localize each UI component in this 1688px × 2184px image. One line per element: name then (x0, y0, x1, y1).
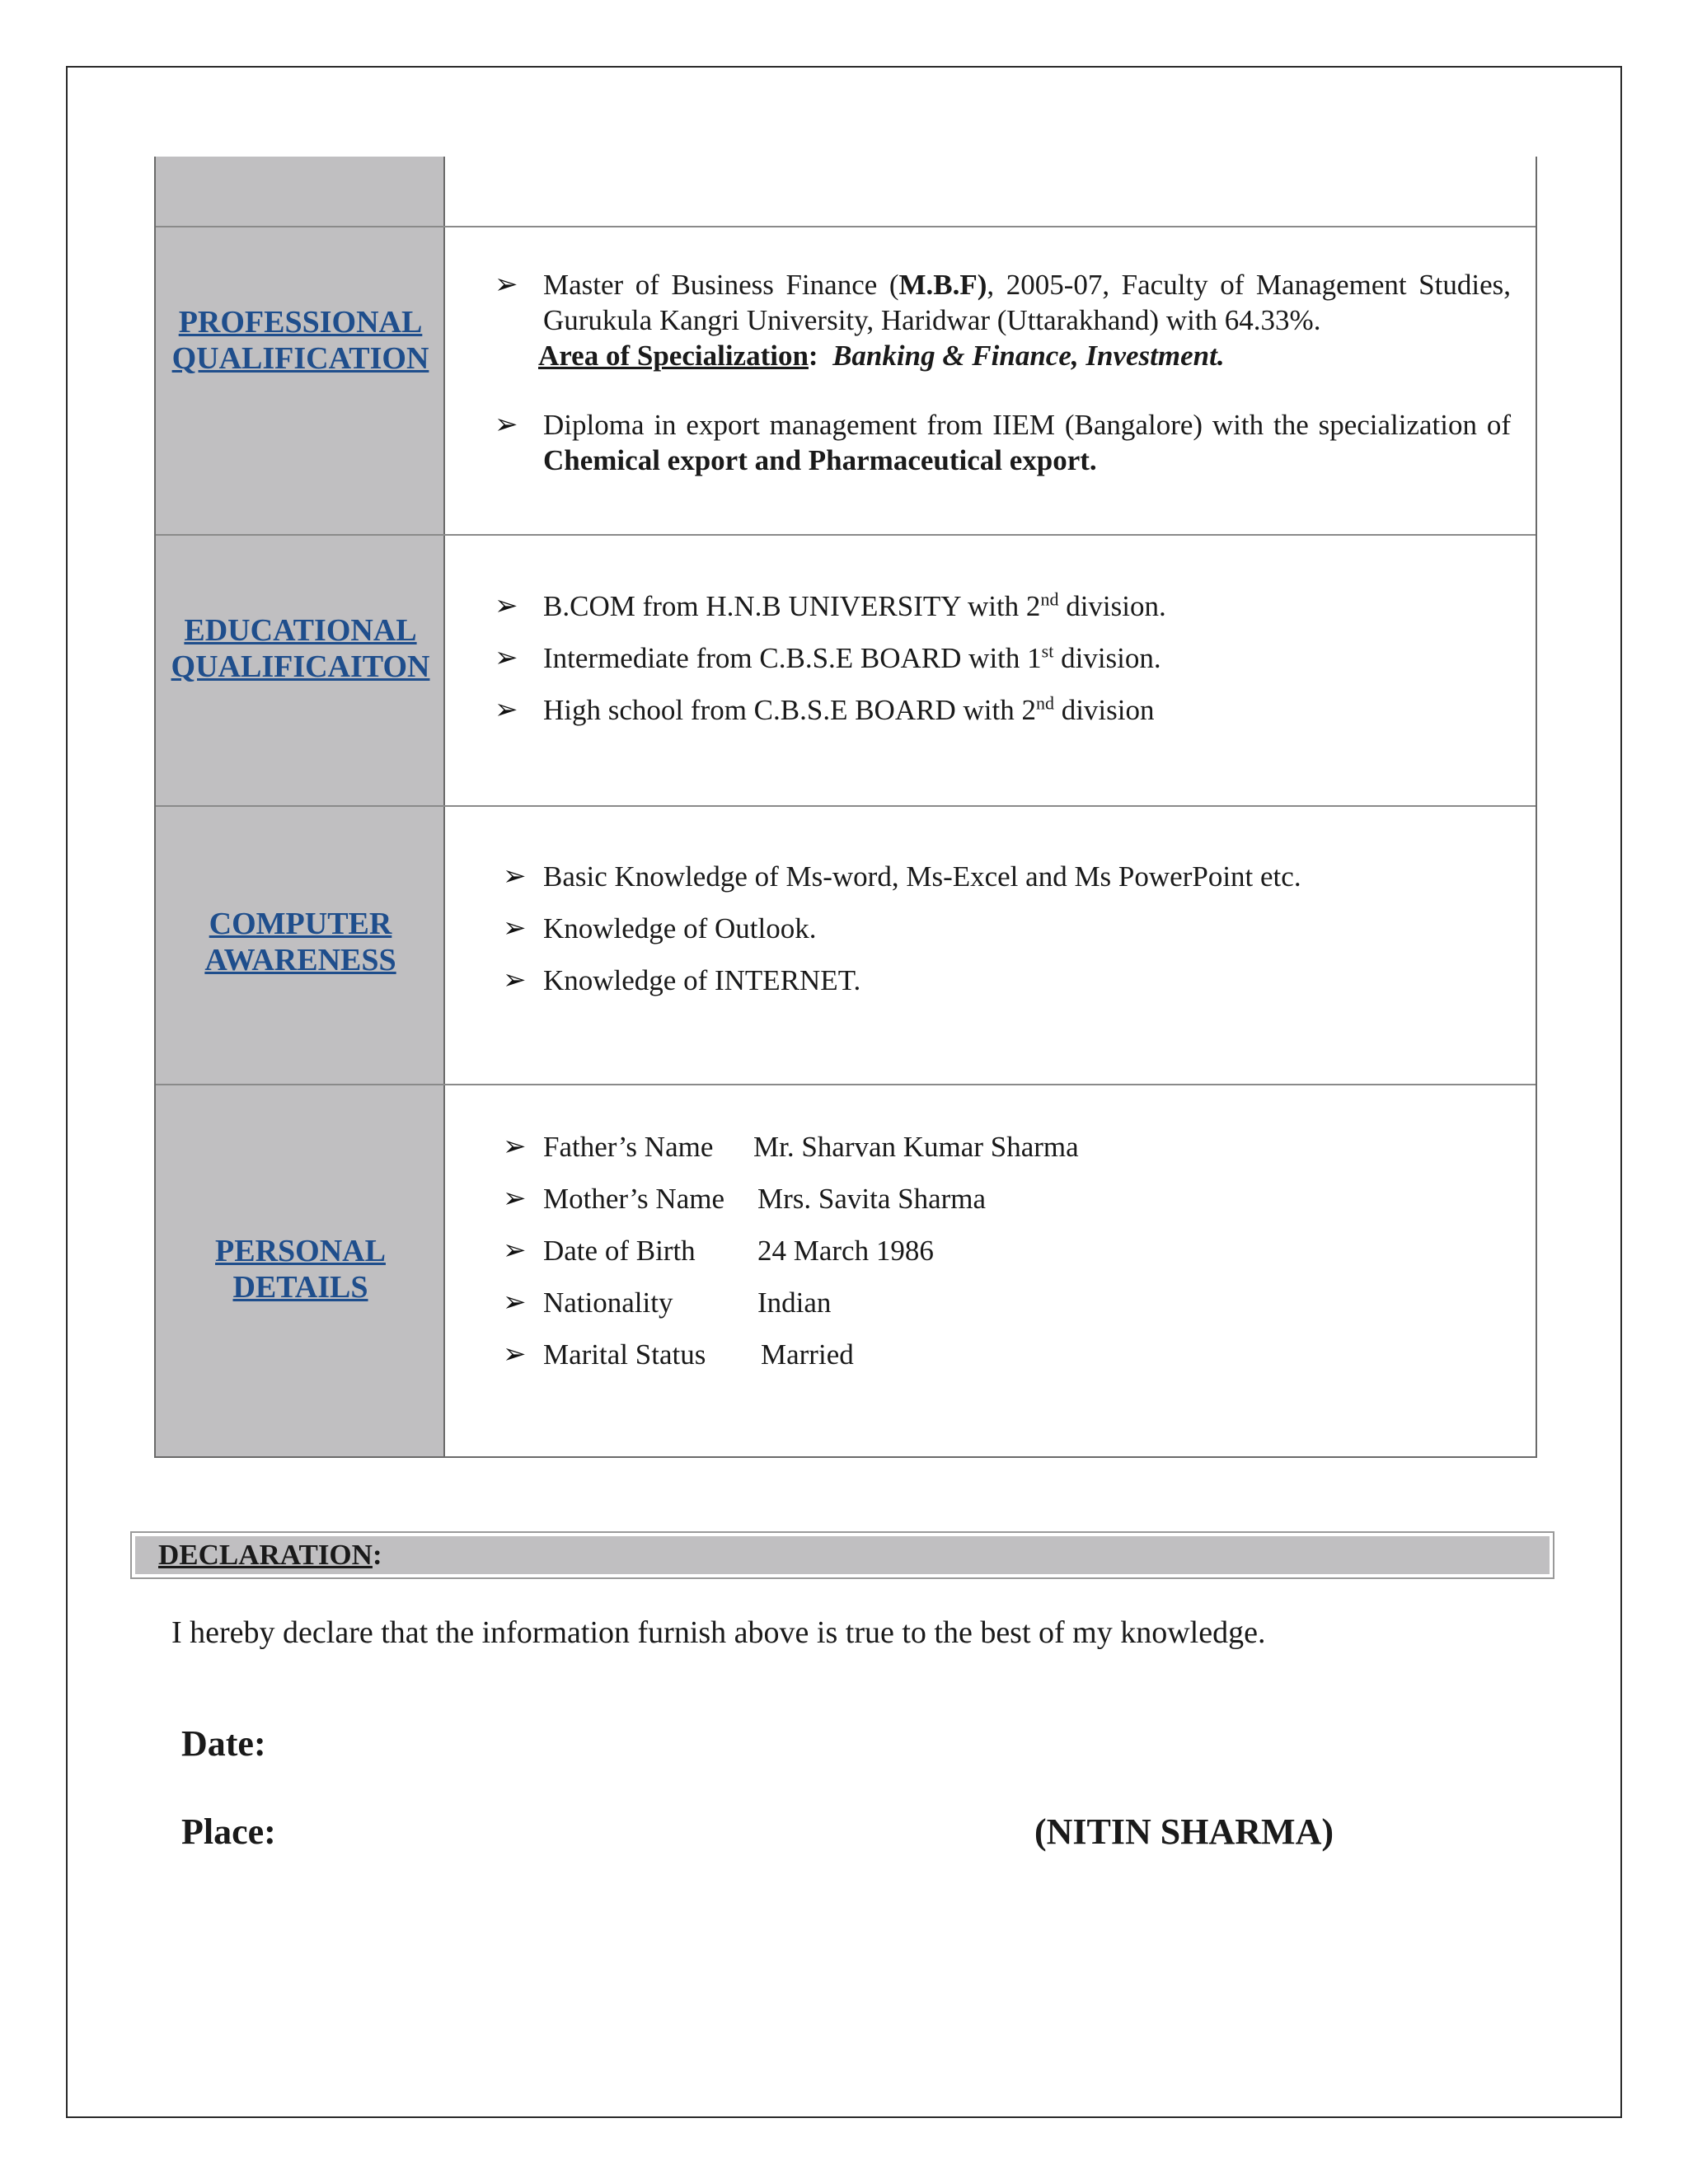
professional-qualification-content (445, 267, 1537, 478)
arrowhead-bullet-icon: ➢ (503, 860, 527, 893)
declaration-heading: DECLARATION: (135, 1536, 1550, 1574)
list-item (445, 1285, 1537, 1337)
place-label: Place: (181, 1811, 276, 1852)
mothers-name-value: Mrs. Savita Sharma (757, 1183, 987, 1215)
list-item (445, 267, 1537, 373)
personal-details-content (445, 1129, 1537, 1389)
marital-status-label: Marital Status (543, 1338, 706, 1371)
list-item (445, 407, 1537, 478)
declaration-text: I hereby declare that the information furnish above is true to the best of my knowledge. (171, 1615, 1266, 1650)
fathers-name-label: Father’s Name (543, 1131, 714, 1163)
resume-table (154, 157, 1537, 1458)
arrowhead-bullet-icon: ➢ (503, 1130, 527, 1163)
date-of-birth-value: 24 March 1986 (757, 1235, 934, 1267)
signatory-name: (NITIN SHARMA) (1034, 1811, 1334, 1852)
computer-awareness-content (445, 859, 1537, 1015)
arrowhead-bullet-icon: ➢ (495, 268, 518, 301)
mothers-name-label: Mother’s Name (543, 1183, 724, 1215)
list-item: ➢ Intermediate from C.B.S.E BOARD with 1st division. (495, 640, 1161, 674)
arrowhead-bullet-icon: ➢ (503, 1182, 527, 1215)
educational-qualification-content (445, 588, 1537, 744)
area-of-specialization: Area of Specialization: Banking & Finance, Investment. (538, 340, 1225, 372)
list-item (445, 1129, 1537, 1181)
list-item: ➢ High school from C.B.S.E BOARD with 2nd division (495, 692, 1155, 726)
list-item (445, 1337, 1537, 1389)
fathers-name-value: Mr. Sharvan Kumar Sharma (753, 1131, 1079, 1163)
personal-details-heading: PERSONAL DETAILS (215, 1234, 386, 1305)
nationality-value: Indian (757, 1286, 832, 1319)
declaration-header (130, 1531, 1554, 1579)
arrowhead-bullet-icon: ➢ (495, 589, 518, 622)
list-item: ➢ Knowledge of INTERNET. (503, 963, 861, 996)
arrowhead-bullet-icon: ➢ (495, 693, 518, 726)
list-item: ➢ B.COM from H.N.B UNIVERSITY with 2nd division. (495, 588, 1166, 622)
arrowhead-bullet-icon: ➢ (503, 1234, 527, 1267)
professional-qualification-heading: PROFESSIONAL QUALIFICATION (171, 305, 429, 376)
date-of-birth-label: Date of Birth (543, 1235, 696, 1267)
row-divider (156, 805, 1536, 807)
row-divider (156, 226, 1536, 227)
marital-status-value: Married (761, 1338, 854, 1371)
arrowhead-bullet-icon: ➢ (503, 963, 527, 996)
mbf-text: Master of Business Finance (M.B.F), 2005-07, Faculty of Management Studies, Gurukula Kangri University, Haridwar (Uttarakhand) with 64.33%. (543, 269, 1511, 336)
arrowhead-bullet-icon: ➢ (495, 641, 518, 674)
arrowhead-bullet-icon: ➢ (495, 408, 518, 441)
educational-qualification-heading: EDUCATIONAL QUALIFICAITON (171, 613, 430, 684)
arrowhead-bullet-icon: ➢ (503, 1338, 527, 1371)
date-label: Date: (181, 1723, 266, 1764)
computer-awareness-heading: COMPUTER AWARENESS (204, 907, 396, 977)
list-item: ➢ Basic Knowledge of Ms-word, Ms-Excel and Ms PowerPoint etc. (503, 860, 1301, 893)
list-item (445, 1233, 1537, 1285)
list-item: ➢ Knowledge of Outlook. (503, 912, 817, 944)
arrowhead-bullet-icon: ➢ (503, 1286, 527, 1319)
row-divider (156, 534, 1536, 536)
diploma-text: Diploma in export management from IIEM (Bangalore) with the specialization of Chemical export and Pharmaceutical export. (543, 409, 1511, 476)
nationality-label: Nationality (543, 1286, 673, 1319)
arrowhead-bullet-icon: ➢ (503, 912, 527, 944)
row-divider (156, 1084, 1536, 1085)
list-item (445, 1181, 1537, 1233)
